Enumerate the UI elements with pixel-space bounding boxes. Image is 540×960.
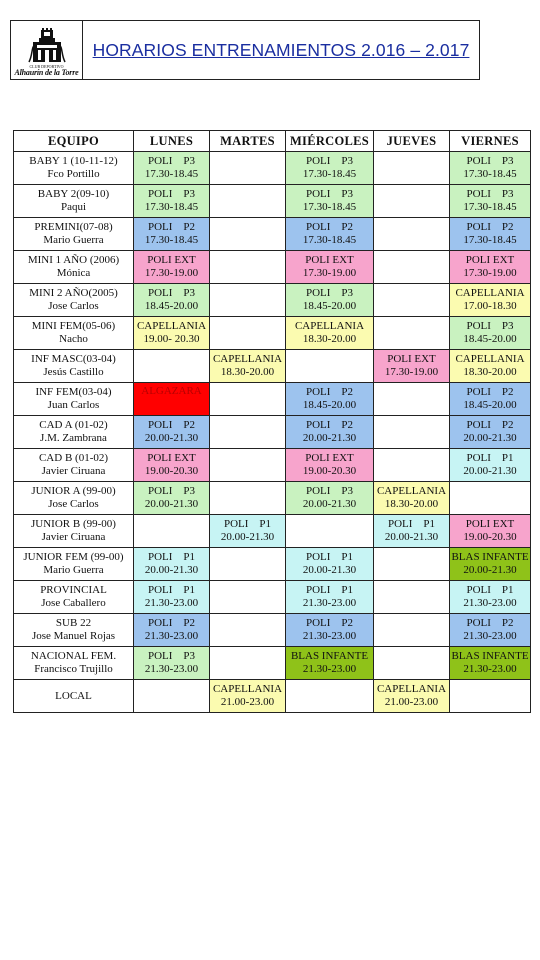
slot-viernes xyxy=(450,647,531,680)
slot-venue: POLI P2 xyxy=(147,419,196,431)
slot-time: 18.30-20.00 xyxy=(384,498,439,510)
slot-viernes xyxy=(450,251,531,284)
slot-venue: POLI P2 xyxy=(305,386,354,398)
page-title: HORARIOS ENTRENAMIENTOS 2.016 – 2.017 xyxy=(92,39,470,60)
slot-venue: ALGAZARA xyxy=(141,385,202,397)
slot-miercoles xyxy=(286,383,374,416)
slot-miercoles xyxy=(286,251,374,284)
schedule-table xyxy=(13,130,531,713)
header-miercoles: MIÉRCOLES xyxy=(286,131,374,152)
team-name: BABY 1 (10-11-12) xyxy=(29,155,118,167)
team-cell xyxy=(14,251,134,284)
team-cell xyxy=(14,218,134,251)
slot-viernes xyxy=(450,152,531,185)
team-cell xyxy=(14,515,134,548)
coach-name: Javier Ciruana xyxy=(41,465,106,477)
team-cell xyxy=(14,317,134,350)
slot-time: 20.00-21.30 xyxy=(144,564,199,576)
slot-time: 21.30-23.00 xyxy=(463,630,517,642)
team-name: JUNIOR FEM (99-00) xyxy=(23,551,124,563)
slot-venue: CAPELLANIA xyxy=(455,287,525,299)
team-name: PROVINCIAL xyxy=(40,584,107,596)
slot-lunes xyxy=(134,416,210,449)
team-name: NACIONAL FEM. xyxy=(30,650,117,662)
slot-time: 17.30-18.45 xyxy=(144,168,199,180)
slot-time: 21.00-23.00 xyxy=(384,696,439,708)
table-row xyxy=(14,548,531,581)
slot-miercoles xyxy=(286,218,374,251)
slot-jueves xyxy=(374,185,450,218)
slot-time: 17.30-18.45 xyxy=(302,234,357,246)
team-name: MINI 1 AÑO (2006) xyxy=(27,254,120,266)
slot-time: 18.30-20.00 xyxy=(302,333,357,345)
slot-jueves xyxy=(374,152,450,185)
team-cell xyxy=(14,482,134,515)
slot-time: 21.30-23.00 xyxy=(144,630,199,642)
team-cell xyxy=(14,581,134,614)
team-cell xyxy=(14,416,134,449)
slot-miercoles xyxy=(286,548,374,581)
slot-time: 21.30-23.00 xyxy=(463,663,517,675)
slot-time: 20.00-21.30 xyxy=(463,465,517,477)
slot-miercoles xyxy=(286,515,374,548)
slot-jueves xyxy=(374,680,450,713)
slot-jueves xyxy=(374,515,450,548)
team-cell xyxy=(14,383,134,416)
slot-venue: POLI P1 xyxy=(305,584,354,596)
slot-viernes xyxy=(450,581,531,614)
slot-time: 18.30-20.00 xyxy=(220,366,275,378)
slot-time: 17.00-18.30 xyxy=(463,300,517,312)
slot-jueves xyxy=(374,548,450,581)
slot-venue: POLI P1 xyxy=(387,518,436,530)
slot-lunes xyxy=(134,317,210,350)
header-viernes: VIERNES xyxy=(450,131,531,152)
slot-venue: POLI P3 xyxy=(466,188,514,200)
coach-name: Fco Portillo xyxy=(47,168,100,180)
coach-name: Javier Ciruana xyxy=(41,531,106,543)
slot-time: 21.30-23.00 xyxy=(463,597,517,609)
team-cell xyxy=(14,647,134,680)
slot-venue: POLI EXT xyxy=(465,518,515,530)
header-lunes: LUNES xyxy=(134,131,210,152)
slot-time: 20.00-21.30 xyxy=(463,564,517,576)
tower-crest-icon xyxy=(27,28,67,64)
slot-miercoles xyxy=(286,581,374,614)
team-name: JUNIOR A (99-00) xyxy=(31,485,116,497)
slot-venue: CAPELLANIA xyxy=(212,353,283,365)
slot-lunes xyxy=(134,614,210,647)
slot-venue: POLI EXT xyxy=(387,353,436,365)
slot-martes xyxy=(210,482,286,515)
slot-martes xyxy=(210,548,286,581)
slot-viernes xyxy=(450,218,531,251)
slot-martes xyxy=(210,614,286,647)
slot-venue: POLI P1 xyxy=(305,551,354,563)
coach-name: Mario Guerra xyxy=(43,564,104,576)
table-row xyxy=(14,284,531,317)
slot-venue: BLAS INFANTE xyxy=(451,650,529,662)
slot-lunes xyxy=(134,449,210,482)
table-row xyxy=(14,152,531,185)
table-row xyxy=(14,350,531,383)
slot-lunes xyxy=(134,152,210,185)
slot-time: 21.30-23.00 xyxy=(302,663,357,675)
slot-time: 18.30-20.00 xyxy=(463,366,517,378)
slot-miercoles xyxy=(286,614,374,647)
slot-viernes xyxy=(450,317,531,350)
slot-viernes xyxy=(450,284,531,317)
coach-name: Jose Manuel Rojas xyxy=(31,630,116,642)
slot-miercoles xyxy=(286,449,374,482)
slot-time: 17.30-19.00 xyxy=(302,267,357,279)
slot-venue: POLI P3 xyxy=(305,485,354,497)
slot-lunes xyxy=(134,581,210,614)
team-name: INF MASC(03-04) xyxy=(31,353,116,365)
coach-name: J.M. Zambrana xyxy=(40,432,107,444)
slot-time: 17.30-18.45 xyxy=(463,234,517,246)
slot-time: 20.00-21.30 xyxy=(144,498,199,510)
team-cell xyxy=(14,548,134,581)
team-cell xyxy=(14,614,134,647)
slot-jueves xyxy=(374,284,450,317)
slot-venue: POLI EXT xyxy=(305,254,354,266)
team-cell xyxy=(14,185,134,218)
slot-venue: POLI P2 xyxy=(466,617,514,629)
slot-martes xyxy=(210,251,286,284)
slot-miercoles xyxy=(286,482,374,515)
slot-venue: POLI P3 xyxy=(147,485,196,497)
coach-name: Mario Guerra xyxy=(43,234,104,246)
slot-jueves xyxy=(374,449,450,482)
slot-miercoles xyxy=(286,185,374,218)
slot-lunes xyxy=(134,251,210,284)
table-row xyxy=(14,680,531,713)
slot-venue: BLAS INFANTE xyxy=(451,551,529,563)
slot-time: 18.45-20.00 xyxy=(463,333,517,345)
slot-venue: POLI P2 xyxy=(147,221,196,233)
slot-martes xyxy=(210,185,286,218)
slot-viernes xyxy=(450,416,531,449)
slot-martes xyxy=(210,350,286,383)
club-logo xyxy=(11,21,83,79)
slot-venue: POLI EXT xyxy=(147,452,196,464)
coach-name: Juan Carlos xyxy=(47,399,100,411)
slot-jueves xyxy=(374,416,450,449)
slot-time: 17.30-18.45 xyxy=(302,201,357,213)
slot-lunes xyxy=(134,383,210,416)
slot-time: 21.30-23.00 xyxy=(302,597,357,609)
slot-venue: CAPELLANIA xyxy=(294,320,365,332)
team-cell xyxy=(14,680,134,713)
slot-time: 20.00-21.30 xyxy=(144,432,199,444)
slot-time: 20.00-21.30 xyxy=(302,432,357,444)
slot-jueves xyxy=(374,350,450,383)
table-row xyxy=(14,218,531,251)
slot-miercoles xyxy=(286,350,374,383)
team-cell xyxy=(14,449,134,482)
slot-miercoles xyxy=(286,152,374,185)
slot-jueves xyxy=(374,614,450,647)
slot-jueves xyxy=(374,647,450,680)
slot-jueves xyxy=(374,581,450,614)
slot-venue: CAPELLANIA xyxy=(136,320,207,332)
coach-name: Francisco Trujillo xyxy=(34,663,113,675)
slot-lunes xyxy=(134,350,210,383)
slot-martes xyxy=(210,284,286,317)
slot-venue: POLI P1 xyxy=(466,584,514,596)
slot-jueves xyxy=(374,317,450,350)
coach-name: Paqui xyxy=(60,201,87,213)
team-name: MINI 2 AÑO(2005) xyxy=(29,287,118,299)
coach-name: Jesús Castillo xyxy=(43,366,104,378)
table-row xyxy=(14,251,531,284)
team-name: CAD B (01-02) xyxy=(38,452,109,464)
coach-name: Mónica xyxy=(56,267,91,279)
slot-venue: POLI P3 xyxy=(147,188,196,200)
slot-time: 17.30-19.00 xyxy=(384,366,439,378)
slot-time: 19.00-20.30 xyxy=(302,465,357,477)
slot-venue: POLI P3 xyxy=(147,650,196,662)
slot-venue: POLI EXT xyxy=(465,254,515,266)
team-cell xyxy=(14,284,134,317)
slot-martes xyxy=(210,680,286,713)
slot-venue: BLAS INFANTE xyxy=(290,650,369,662)
slot-venue: POLI P2 xyxy=(305,221,354,233)
header-martes: MARTES xyxy=(210,131,286,152)
slot-martes xyxy=(210,581,286,614)
slot-time: 17.30-18.45 xyxy=(463,168,517,180)
slot-martes xyxy=(210,317,286,350)
slot-time: 18.45-20.00 xyxy=(463,399,517,411)
slot-time: 17.30-18.45 xyxy=(144,201,199,213)
slot-miercoles xyxy=(286,317,374,350)
slot-venue: POLI P2 xyxy=(147,617,196,629)
slot-lunes xyxy=(134,284,210,317)
slot-venue: POLI P1 xyxy=(147,584,196,596)
slot-venue: POLI P2 xyxy=(305,617,354,629)
slot-lunes xyxy=(134,548,210,581)
slot-time: 20.00-21.30 xyxy=(302,564,357,576)
slot-time: 19.00-20.30 xyxy=(463,531,517,543)
slot-jueves xyxy=(374,383,450,416)
slot-jueves xyxy=(374,218,450,251)
table-row xyxy=(14,185,531,218)
slot-viernes xyxy=(450,449,531,482)
slot-venue: POLI EXT xyxy=(147,254,196,266)
slot-venue: POLI P1 xyxy=(223,518,272,530)
header-equipo: EQUIPO xyxy=(14,131,134,152)
slot-lunes xyxy=(134,482,210,515)
team-name: PREMINI(07-08) xyxy=(34,221,113,233)
slot-viernes xyxy=(450,548,531,581)
slot-venue: CAPELLANIA xyxy=(376,485,447,497)
slot-time: 18.45-20.00 xyxy=(302,300,357,312)
table-row xyxy=(14,614,531,647)
team-name: JUNIOR B (99-00) xyxy=(31,518,116,530)
slot-miercoles xyxy=(286,416,374,449)
slot-time: 19.00- 20.30 xyxy=(143,333,200,345)
table-row xyxy=(14,581,531,614)
slot-venue: CAPELLANIA xyxy=(212,683,283,695)
team-name: SUB 22 xyxy=(55,617,92,629)
slot-viernes xyxy=(450,482,531,515)
slot-venue: POLI P3 xyxy=(466,155,514,167)
slot-miercoles xyxy=(286,284,374,317)
slot-time: 18.45-20.00 xyxy=(144,300,199,312)
table-row xyxy=(14,317,531,350)
team-cell xyxy=(14,350,134,383)
logo-club-text: CLUB DEPORTIVO xyxy=(29,64,64,69)
slot-time: 20.00-21.30 xyxy=(220,531,275,543)
team-name: CAD A (01-02) xyxy=(39,419,108,431)
table-row xyxy=(14,383,531,416)
team-name: BABY 2(09-10) xyxy=(37,188,110,200)
slot-martes xyxy=(210,647,286,680)
slot-time: 19.00-20.30 xyxy=(144,465,199,477)
slot-viernes xyxy=(450,614,531,647)
slot-miercoles xyxy=(286,680,374,713)
slot-venue: POLI P2 xyxy=(466,221,514,233)
slot-viernes xyxy=(450,383,531,416)
header-box xyxy=(10,20,480,80)
coach-name: Jose Caballero xyxy=(41,597,106,609)
coach-name: Jose Carlos xyxy=(48,300,99,312)
slot-lunes xyxy=(134,185,210,218)
slot-viernes xyxy=(450,185,531,218)
slot-venue: POLI P2 xyxy=(466,419,514,431)
slot-jueves xyxy=(374,482,450,515)
slot-martes xyxy=(210,383,286,416)
table-header-row xyxy=(14,131,531,152)
table-row xyxy=(14,482,531,515)
slot-time: 21.30-23.00 xyxy=(144,663,199,675)
slot-lunes xyxy=(134,515,210,548)
slot-lunes xyxy=(134,680,210,713)
slot-time: 20.00-21.30 xyxy=(463,432,517,444)
slot-time: 17.30-19.00 xyxy=(463,267,517,279)
slot-venue: POLI P1 xyxy=(147,551,196,563)
coach-name: Jose Carlos xyxy=(48,498,99,510)
slot-time: 20.00-21.30 xyxy=(384,531,439,543)
table-row xyxy=(14,416,531,449)
slot-venue: CAPELLANIA xyxy=(455,353,525,365)
slot-martes xyxy=(210,218,286,251)
team-name: MINI FEM(05-06) xyxy=(31,320,116,332)
header-jueves: JUEVES xyxy=(374,131,450,152)
slot-lunes xyxy=(134,218,210,251)
slot-martes xyxy=(210,449,286,482)
slot-time: 20.00-21.30 xyxy=(302,498,357,510)
team-cell xyxy=(14,152,134,185)
table-row xyxy=(14,647,531,680)
slot-martes xyxy=(210,416,286,449)
slot-venue: POLI P3 xyxy=(305,287,354,299)
slot-venue: CAPELLANIA xyxy=(376,683,447,695)
slot-venue: POLI P3 xyxy=(305,155,354,167)
slot-venue: POLI P3 xyxy=(466,320,514,332)
slot-jueves xyxy=(374,251,450,284)
coach-name: Nacho xyxy=(59,333,88,345)
slot-venue: POLI P2 xyxy=(466,386,514,398)
slot-time: 21.00-23.00 xyxy=(220,696,275,708)
slot-time: 17.30-18.45 xyxy=(144,234,199,246)
slot-martes xyxy=(210,152,286,185)
slot-time: 17.30-18.45 xyxy=(302,168,357,180)
slot-viernes xyxy=(450,350,531,383)
logo-town-text: Alhaurín de la Torre xyxy=(14,68,79,77)
slot-time: 17.30-19.00 xyxy=(144,267,199,279)
schedule-body xyxy=(14,152,531,713)
slot-venue: POLI EXT xyxy=(305,452,354,464)
slot-time: 21.30-23.00 xyxy=(302,630,357,642)
table-row xyxy=(14,515,531,548)
slot-lunes xyxy=(134,647,210,680)
slot-venue: POLI P1 xyxy=(466,452,514,464)
slot-venue: POLI P3 xyxy=(147,287,196,299)
slot-venue: POLI P2 xyxy=(305,419,354,431)
slot-viernes xyxy=(450,515,531,548)
slot-time: 17.30-18.45 xyxy=(463,201,517,213)
slot-time: 18.45-20.00 xyxy=(302,399,357,411)
slot-martes xyxy=(210,515,286,548)
slot-venue: POLI P3 xyxy=(305,188,354,200)
team-name: INF FEM(03-04) xyxy=(35,386,112,398)
slot-miercoles xyxy=(286,647,374,680)
team-name: LOCAL xyxy=(55,689,92,702)
slot-venue: POLI P3 xyxy=(147,155,196,167)
slot-time: 21.30-23.00 xyxy=(144,597,199,609)
table-row xyxy=(14,449,531,482)
slot-viernes xyxy=(450,680,531,713)
